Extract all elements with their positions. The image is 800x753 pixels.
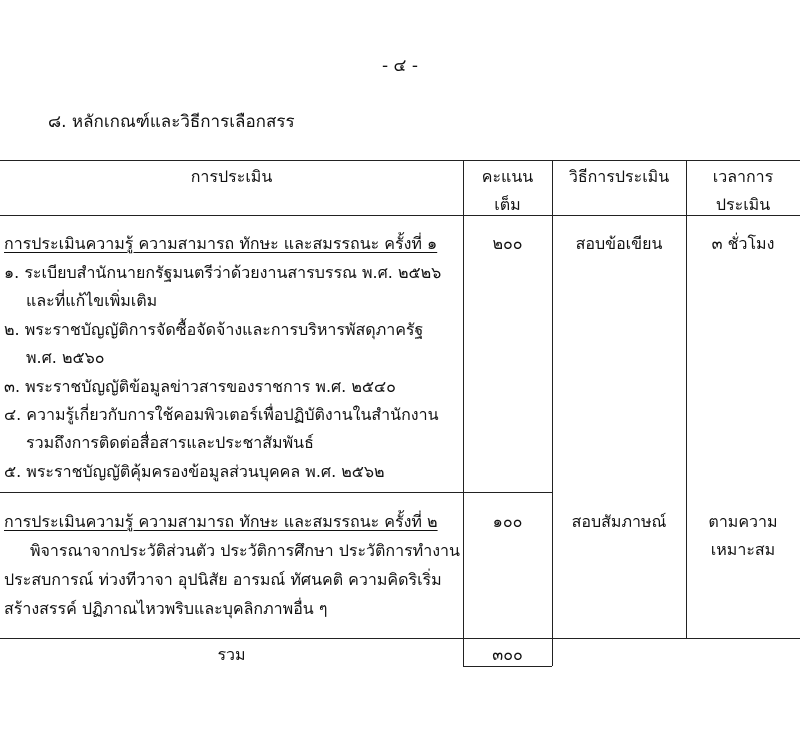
row1-method: สอบข้อเขียน [575, 234, 663, 253]
row2-line-3: สร้างสรรค์ ปฏิภาณไหวพริบและบุคลิกภาพอื่น ๆ [4, 599, 328, 618]
header-score [463, 163, 552, 219]
row1-item-3: ๓. พระราชบัญญัติข้อมูลข่าวสารของราชการ พ.ศ. ๒๕๔๐ [4, 377, 396, 396]
row1-score: ๒๐๐ [492, 234, 523, 253]
row1-item-4-cont: รวมถึงการติดต่อสื่อสารและประชาสัมพันธ์ [26, 433, 314, 452]
total-score: ๓๐๐ [492, 645, 523, 664]
table-top-border [0, 160, 800, 161]
row2-time [686, 508, 800, 564]
header-time-line1: เวลาการ [712, 167, 774, 186]
row1-item-5: ๕. พระราชบัญญัติคุ้มครองข้อมูลส่วนบุคคล พ.ศ. ๒๕๖๒ [4, 462, 385, 481]
row2-score: ๑๐๐ [492, 512, 523, 531]
row2-method: สอบสัมภาษณ์ [571, 512, 667, 531]
row1-item-2-cont: พ.ศ. ๒๕๖๐ [26, 348, 105, 367]
row2-time-line2: เหมาะสม [710, 540, 776, 559]
page-number: - ๔ - [382, 56, 418, 76]
row1-item-1: ๑. ระเบียบสำนักนายกรัฐมนตรีว่าด้วยงานสารบรรณ พ.ศ. ๒๕๒๖ [4, 263, 442, 282]
row2-title: การประเมินความรู้ ความสามารถ ทักษะ และสมรรถนะ ครั้งที่ ๒ [4, 512, 438, 531]
row1-time: ๓ ชั่วโมง [711, 234, 775, 253]
row1-item-1-cont: และที่แก้ไขเพิ่มเติม [26, 291, 158, 310]
row1-bottom-border [0, 492, 552, 493]
row2-line-1: พิจารณาจากประวัติส่วนตัว ประวัติการศึกษา ประวัติการทำงาน [30, 541, 460, 560]
row1-item-4: ๔. ความรู้เกี่ยวกับการใช้คอมพิวเตอร์เพื่อปฏิบัติงานในสำนักงาน [4, 405, 439, 424]
row1-title: การประเมินความรู้ ความสามารถ ทักษะ และสมรรถนะ ครั้งที่ ๑ [4, 234, 438, 253]
header-time [686, 163, 800, 219]
header-time-line2: ประเมิน [715, 195, 771, 214]
row2-time-line1: ตามความ [708, 512, 778, 531]
header-score-line1: คะแนน [481, 167, 534, 186]
header-score-line2: เต็ม [494, 195, 521, 214]
header-method: วิธีการประเมิน [568, 167, 670, 186]
row1-item-2: ๒. พระราชบัญญัติการจัดซื้อจัดจ้างและการบริหารพัสดุภาครัฐ [4, 320, 424, 339]
row2-line-2: ประสบการณ์ ท่วงทีวาจา อุปนิสัย อารมณ์ ทัศนคติ ความคิดริเริ่ม [4, 570, 442, 589]
section-heading: ๘. หลักเกณฑ์และวิธีการเลือกสรร [48, 112, 295, 132]
header-assessment: การประเมิน [190, 167, 273, 186]
table-bottom-border [0, 638, 800, 639]
total-label: รวม [217, 645, 246, 664]
header-bottom-border [0, 215, 800, 216]
